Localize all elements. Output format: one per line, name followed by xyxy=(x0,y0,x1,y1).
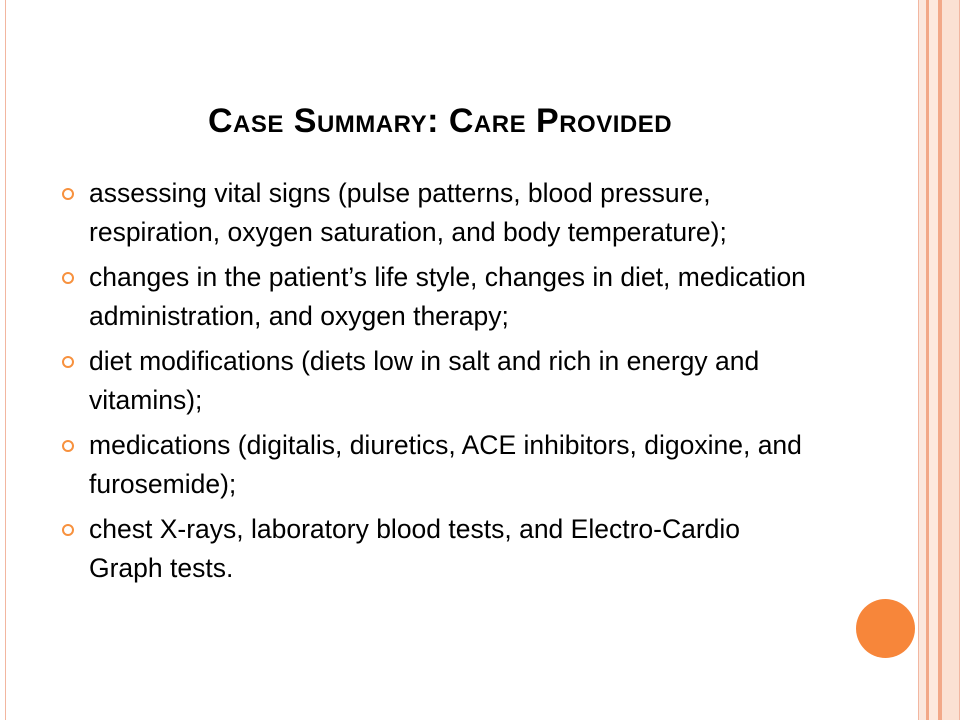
filled-circle-icon xyxy=(856,599,915,658)
frame-stripe xyxy=(942,0,960,720)
bullet-text: diet modifications (diets low in salt and rich in energy and vitamins); xyxy=(89,346,760,415)
bullet-item xyxy=(60,258,820,336)
hollow-circle-icon xyxy=(62,440,74,452)
hollow-circle-icon xyxy=(62,356,74,368)
hollow-circle-icon xyxy=(62,188,74,200)
bullet-list xyxy=(60,174,820,594)
bullet-text: assessing vital signs (pulse patterns, blood pressure, respiration, oxygen saturation, and body temperature); xyxy=(89,178,727,247)
bullet-text: medications (digitalis, diuretics, ACE inhibitors, digoxine, and furosemide); xyxy=(89,430,802,499)
slide-title: Case Summary: Care Provided xyxy=(207,102,673,140)
frame-stripe xyxy=(929,0,938,720)
bullet-item xyxy=(60,342,820,420)
bullet-item xyxy=(60,174,820,252)
slide-frame-right-stripes xyxy=(918,0,960,720)
bullet-item xyxy=(60,426,820,504)
bullet-text: changes in the patient’s life style, changes in diet, medication administration, and oxygen therapy; xyxy=(89,262,806,331)
hollow-circle-icon xyxy=(62,524,74,536)
bullet-text: chest X-rays, laboratory blood tests, and Electro-Cardio Graph tests. xyxy=(89,514,741,583)
bullet-item xyxy=(60,510,820,588)
hollow-circle-icon xyxy=(62,272,74,284)
frame-stripe xyxy=(918,0,926,720)
